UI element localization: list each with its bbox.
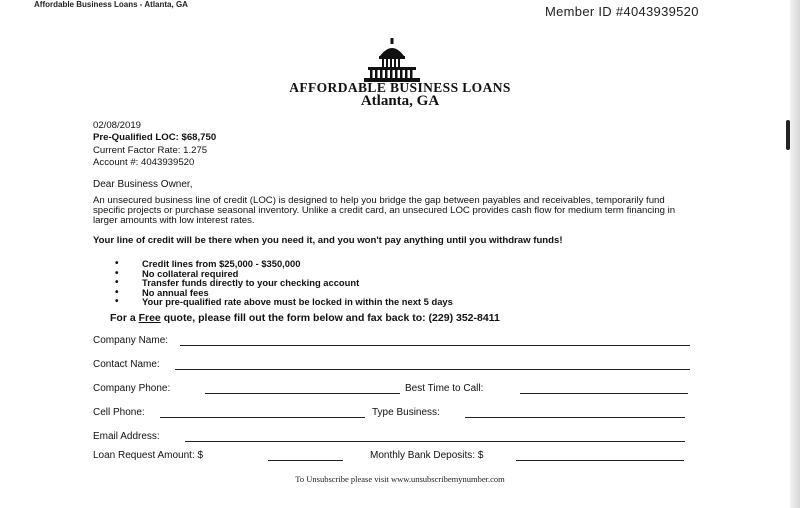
list-item: • Transfer funds directly to your checking account <box>115 278 453 288</box>
unsubscribe-notice: To Unsubscribe please visit www.unsubscribemynumber.com <box>295 474 505 484</box>
document-header-title: Affordable Business Loans - Atlanta, GA <box>34 0 188 9</box>
email-field[interactable] <box>185 441 685 442</box>
best-time-label: Best Time to Call: <box>405 383 484 394</box>
fax-free: Free <box>138 312 161 324</box>
company-name-field[interactable] <box>180 345 690 346</box>
type-business-label: Type Business: <box>372 407 440 418</box>
capitol-building-icon <box>362 38 422 82</box>
member-id: Member ID #4043939520 <box>545 4 699 19</box>
monthly-deposits-field[interactable] <box>516 460 684 461</box>
company-name-heading: AFFORDABLE BUSINESS LOANS <box>289 80 511 95</box>
deposits-currency: $ <box>477 450 484 461</box>
highlight-paragraph: Your line of credit will be there when you need it, and you won't pay anything until you withdraw funds! <box>93 235 563 246</box>
fax-suffix: quote, please fill out the form below and fax back to: (229) 352-8411 <box>160 312 500 324</box>
cell-phone-label: Cell Phone: <box>93 407 145 418</box>
loan-request-label <box>93 450 203 461</box>
list-item: • Your pre-qualified rate above must be locked in within the next 5 days <box>115 297 453 307</box>
best-time-field[interactable] <box>520 393 688 394</box>
company-city-heading: Atlanta, GA <box>360 93 440 109</box>
list-item: • Credit lines from $25,000 - $350,000 <box>115 259 453 269</box>
greeting: Dear Business Owner, <box>93 179 193 190</box>
fax-prefix: For a <box>110 312 139 324</box>
scroll-handle[interactable] <box>786 120 790 150</box>
contact-name-field[interactable] <box>175 369 690 370</box>
loan-currency: $ <box>197 450 204 461</box>
account-number: Account #: 4043939520 <box>93 157 195 168</box>
pre-qualified-loc: Pre-Qualified LOC: $68,750 <box>93 132 217 143</box>
cell-phone-field[interactable] <box>160 417 365 418</box>
benefits-list <box>115 259 453 307</box>
company-phone-label: Company Phone: <box>93 383 171 394</box>
company-phone-field[interactable] <box>205 393 400 394</box>
monthly-deposits-text: Monthly Bank Deposits: <box>370 450 476 461</box>
fax-instructions <box>110 312 500 324</box>
intro-paragraph: An unsecured business line of credit (LOC) is designed to help you bridge the gap between payables and receivables, temporarily fund specific projects or purchase seasonal inventory. Unlike a credit card, an unsecured LOC provides cash flow for medium term financing in larger amounts with low interest rates. <box>93 195 676 226</box>
letter-date: 02/08/2019 <box>93 120 142 131</box>
list-item: • No collateral required <box>115 269 453 279</box>
contact-name-label: Contact Name: <box>93 359 160 370</box>
company-name-label: Company Name: <box>93 335 169 346</box>
factor-rate: Current Factor Rate: 1.275 <box>93 145 208 156</box>
window-edge <box>790 0 800 508</box>
monthly-deposits-label <box>370 450 483 461</box>
email-label: Email Address: <box>93 431 160 442</box>
type-business-field[interactable] <box>465 417 685 418</box>
loan-request-text: Loan Request Amount: <box>93 450 195 461</box>
list-item: • No annual fees <box>115 288 453 298</box>
loan-request-field[interactable] <box>268 460 343 461</box>
